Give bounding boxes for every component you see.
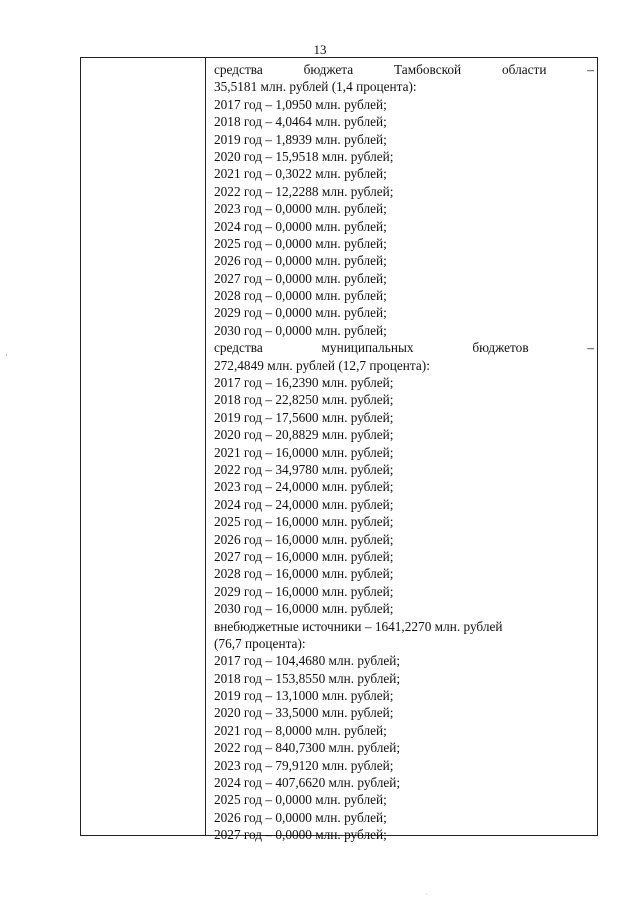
funding-content-cell	[214, 61, 594, 844]
year-amount-line: 2028 год – 16,0000 млн. рублей;	[214, 566, 394, 582]
year-amount-line: 2025 год – 16,0000 млн. рублей;	[214, 514, 394, 530]
heading-word: –	[587, 340, 594, 356]
year-amount-line: 2024 год – 24,0000 млн. рублей;	[214, 496, 394, 512]
heading-word: муниципальных	[321, 340, 414, 356]
section-total: 35,5181 млн. рублей (1,4 процента):	[214, 79, 417, 95]
table-frame	[80, 57, 598, 843]
year-amount-line: 2025 год – 0,0000 млн. рублей;	[214, 235, 387, 251]
year-amount-line: 2017 год – 104,4680 млн. рублей;	[214, 653, 401, 669]
year-amount-line: 2027 год – 0,0000 млн. рублей;	[214, 270, 387, 286]
year-amount-line: 2017 год – 1,0950 млн. рублей;	[214, 96, 387, 112]
year-amount-line: 2019 год – 13,1000 млн. рублей;	[214, 688, 394, 704]
year-amount-line: 2019 год – 17,5600 млн. рублей;	[214, 409, 394, 425]
year-amount-line: 2023 год – 24,0000 млн. рублей;	[214, 479, 394, 495]
year-amount-line: 2027 год – 16,0000 млн. рублей;	[214, 548, 394, 564]
year-amount-line: 2026 год – 0,0000 млн. рублей;	[214, 809, 387, 825]
year-amount-line: 2019 год – 1,8939 млн. рублей;	[214, 131, 387, 147]
section-heading	[214, 61, 594, 78]
year-amount-line: 2021 год – 8,0000 млн. рублей;	[214, 722, 387, 738]
heading-word: бюджета	[303, 62, 354, 77]
section-total: 272,4849 млн. рублей (12,7 процента):	[214, 357, 430, 373]
year-amount-line: 2022 год – 34,9780 млн. рублей;	[214, 461, 394, 477]
year-amount-line: 2030 год – 0,0000 млн. рублей;	[214, 322, 387, 338]
section-heading	[214, 339, 594, 356]
column-divider	[205, 58, 206, 835]
year-amount-line: 2020 год – 15,9518 млн. рублей;	[214, 148, 394, 164]
year-amount-line: 2018 год – 4,0464 млн. рублей;	[214, 114, 387, 130]
year-amount-line: 2027 год – 0,0000 млн. рублей;	[214, 827, 387, 843]
section-total: (76,7 процента):	[214, 635, 306, 651]
year-amount-line: 2021 год – 16,0000 млн. рублей;	[214, 444, 394, 460]
scan-bottom-mark: ·	[425, 890, 428, 899]
year-amount-line: 2020 год – 20,8829 млн. рублей;	[214, 427, 394, 443]
year-amount-line: 2022 год – 12,2288 млн. рублей;	[214, 183, 394, 199]
heading-word: Тамбовской	[394, 62, 462, 77]
heading-word: бюджетов	[472, 340, 529, 356]
year-amount-line: 2022 год – 840,7300 млн. рублей;	[214, 740, 401, 756]
year-amount-line: 2023 год – 0,0000 млн. рублей;	[214, 201, 387, 217]
year-amount-line: 2017 год – 16,2390 млн. рублей;	[214, 375, 394, 391]
year-amount-line: 2024 год – 0,0000 млн. рублей;	[214, 218, 387, 234]
year-amount-line: 2025 год – 0,0000 млн. рублей;	[214, 792, 387, 808]
year-amount-line: 2018 год – 153,8550 млн. рублей;	[214, 670, 401, 686]
year-amount-line: 2030 год – 16,0000 млн. рублей;	[214, 601, 394, 617]
page-number: 13	[313, 42, 327, 57]
year-amount-line: 2029 год – 0,0000 млн. рублей;	[214, 305, 387, 321]
scan-margin-mark: ·	[5, 350, 8, 360]
year-amount-line: 2023 год – 79,9120 млн. рублей;	[214, 757, 394, 773]
year-amount-line: 2020 год – 33,5000 млн. рублей;	[214, 705, 394, 721]
year-amount-line: 2018 год – 22,8250 млн. рублей;	[214, 392, 394, 408]
year-amount-line: 2024 год – 407,6620 млн. рублей;	[214, 775, 401, 791]
heading-word: области	[502, 62, 547, 77]
heading-word: средства	[214, 62, 263, 77]
year-amount-line: 2021 год – 0,3022 млн. рублей;	[214, 166, 387, 182]
heading-word: –	[587, 62, 594, 77]
heading-word: средства	[214, 340, 263, 356]
year-amount-line: 2029 год – 16,0000 млн. рублей;	[214, 583, 394, 599]
section-heading: внебюджетные источники – 1641,2270 млн. рублей	[214, 618, 503, 634]
year-amount-line: 2026 год – 0,0000 млн. рублей;	[214, 253, 387, 269]
year-amount-line: 2026 год – 16,0000 млн. рублей;	[214, 531, 394, 547]
year-amount-line: 2028 год – 0,0000 млн. рублей;	[214, 288, 387, 304]
